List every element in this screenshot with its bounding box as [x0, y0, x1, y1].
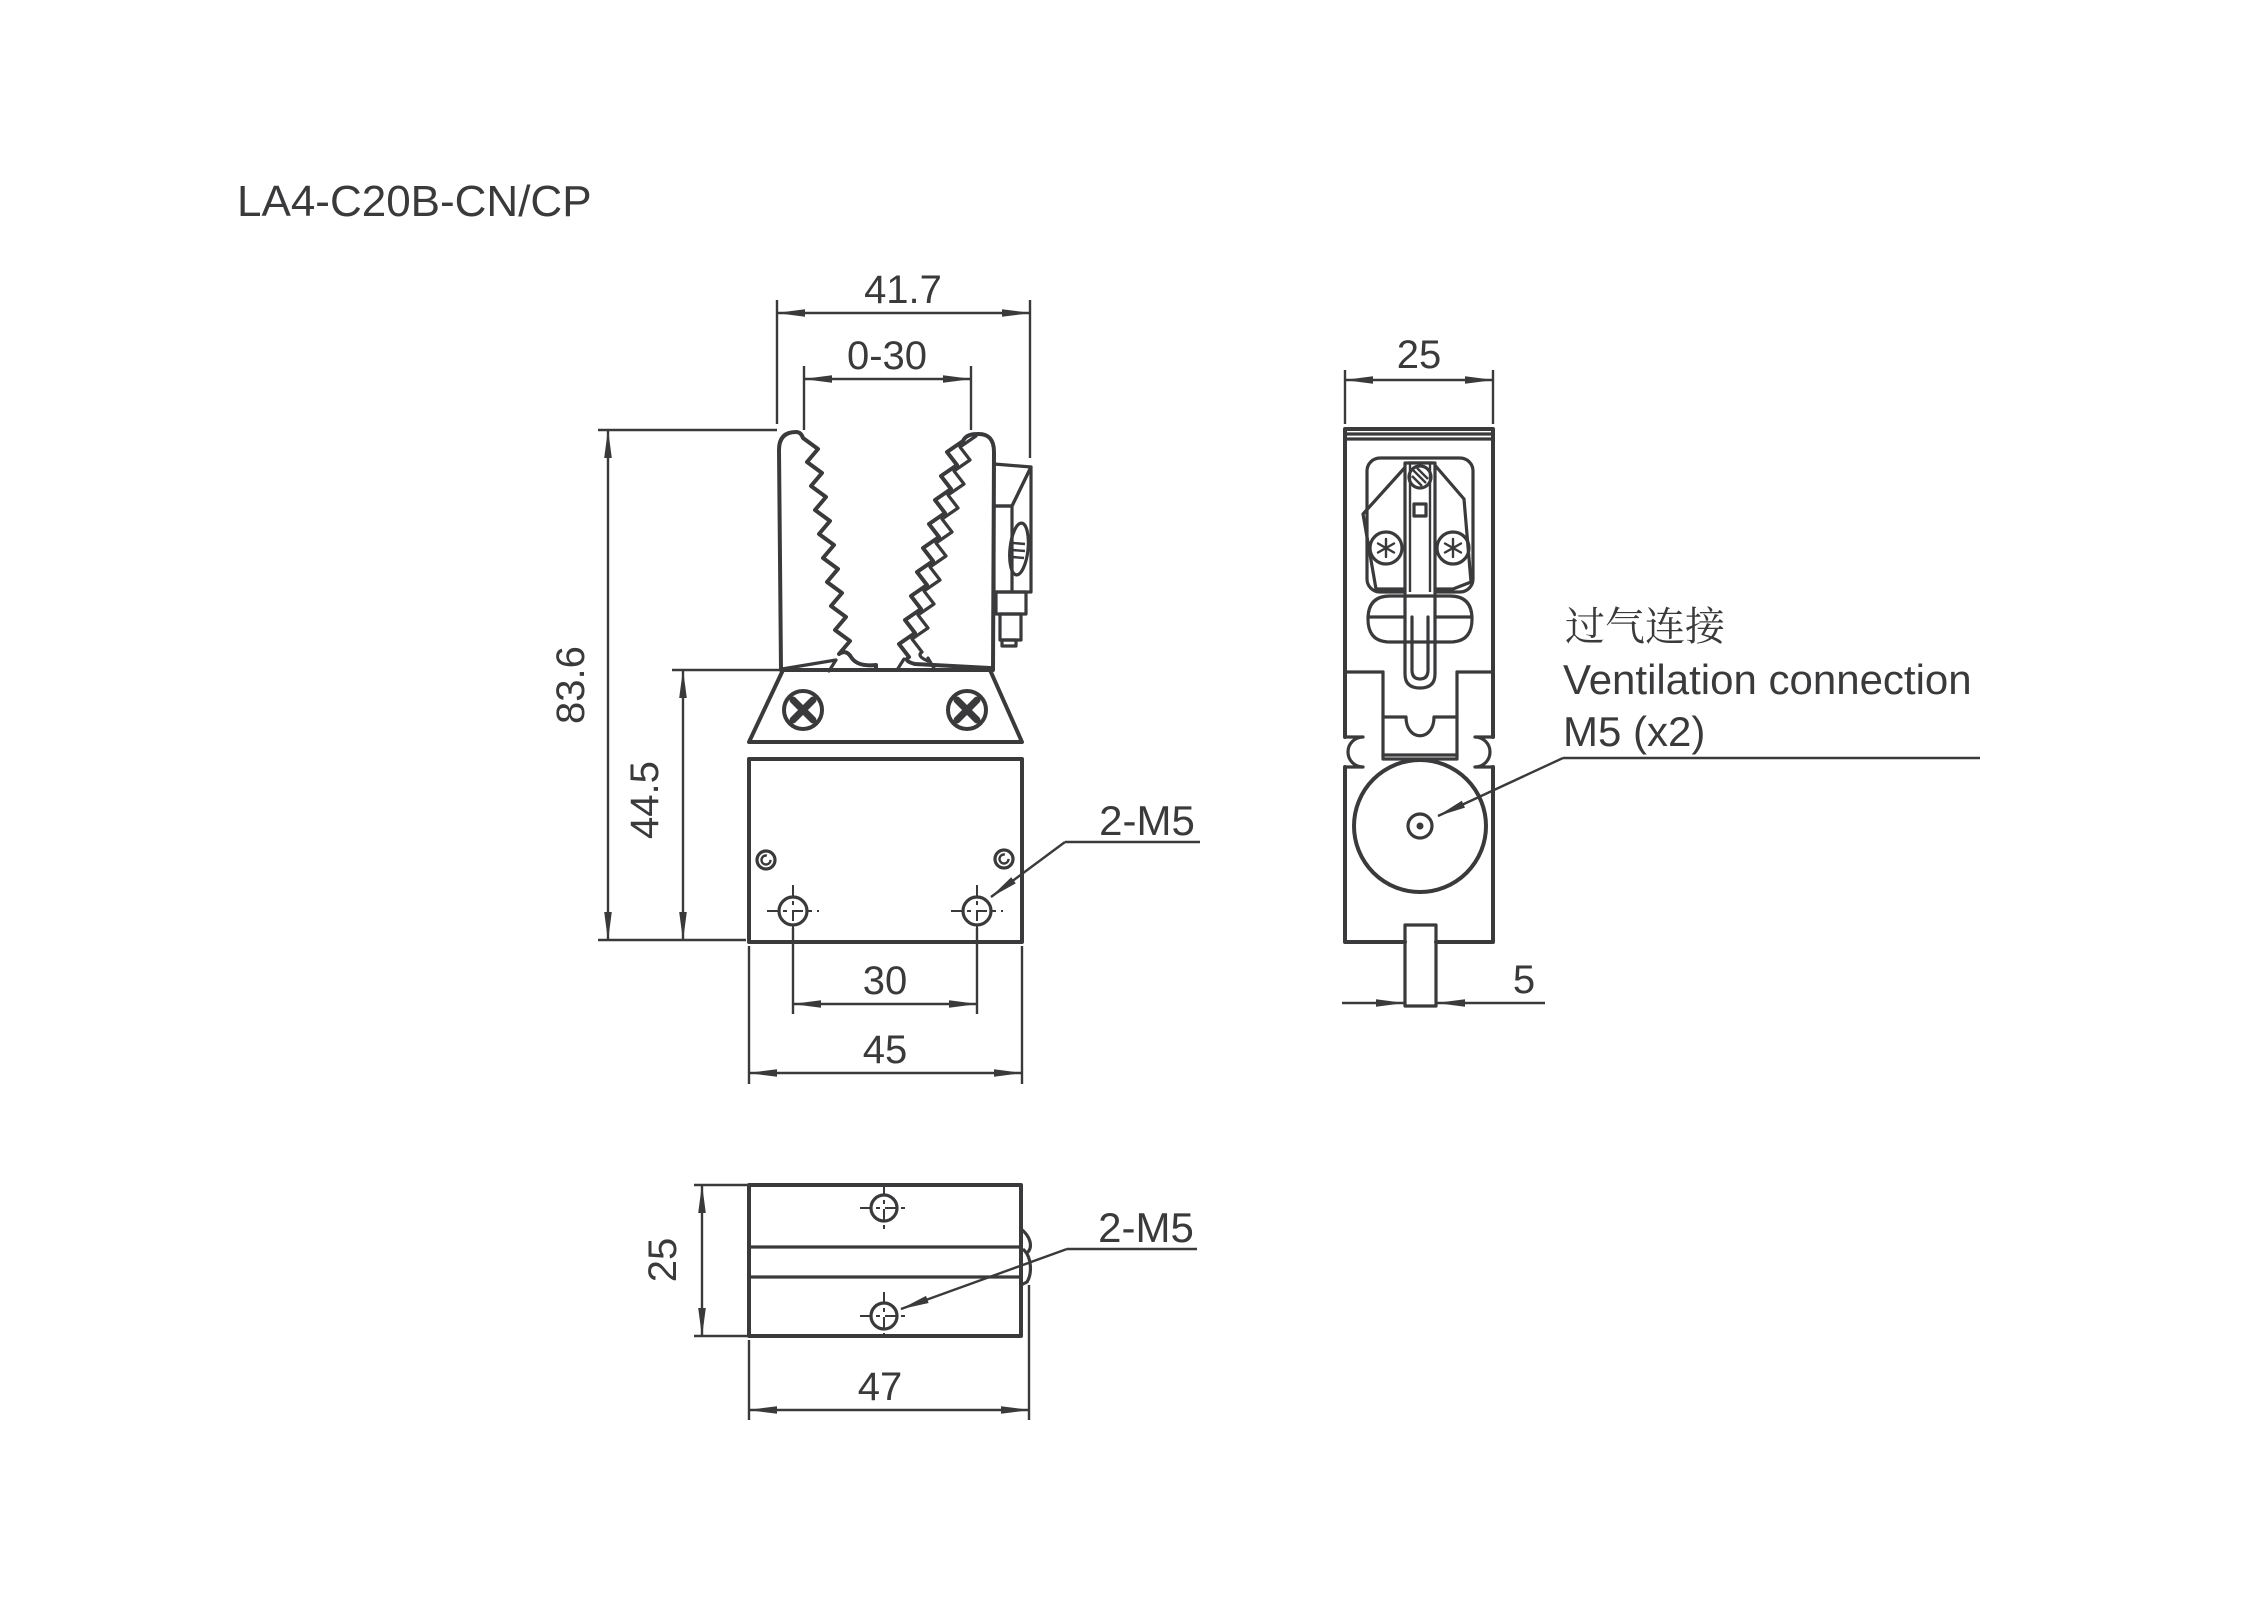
dim-front-hole-spacing-label: 30 [862, 959, 908, 1003]
ventilation-note-thread: M5 (x2) [1563, 708, 1706, 755]
dim-front-overall-height [549, 430, 777, 940]
front-pin-hole-right [995, 850, 1013, 868]
dim-front-jaw-opening [804, 334, 971, 430]
sensor-bracket-step-2 [1000, 614, 1021, 640]
dim-front-body-height [623, 670, 781, 940]
sensor-bracket-top-face [994, 464, 1031, 506]
dim-front-body-height-label: 44.5 [623, 761, 667, 839]
side-bottom-tab [1405, 925, 1436, 1006]
leader-bottom-thread-label: 2-M5 [1098, 1204, 1194, 1251]
front-head-trapezoid [749, 670, 1022, 742]
head-screw-right [948, 691, 986, 729]
bottom-thread-hole-top [860, 1184, 908, 1232]
dim-bottom-width-label: 47 [857, 1365, 903, 1409]
side-mid-semicircle [1406, 717, 1434, 736]
head-screw-left-cross [793, 700, 813, 720]
head-screw-right-cross [957, 700, 977, 720]
side-center-channel [1405, 463, 1435, 688]
ventilation-note [1438, 604, 1980, 816]
front-right-jaw [899, 434, 994, 670]
front-left-jaw [779, 432, 876, 670]
sensor-bracket [994, 464, 1031, 646]
bottom-band-lines [749, 1247, 1021, 1277]
drawing-title: LA4-C20B-CN/CP [237, 177, 592, 226]
ventilation-note-cn: 过气连接 [1565, 604, 1725, 650]
side-screw-left [1370, 532, 1402, 564]
side-notch-left [1345, 737, 1363, 767]
leader-front-thread-label: 2-M5 [1099, 797, 1195, 844]
bottom-thread-hole-bottom [860, 1292, 908, 1340]
dim-side-tab-width [1342, 958, 1545, 1003]
ventilation-port [1354, 760, 1486, 892]
bottom-view [641, 1184, 1197, 1420]
side-view [1342, 333, 1980, 1006]
dim-bottom-depth-label: 25 [641, 1237, 685, 1283]
dim-side-depth [1345, 333, 1493, 424]
sensor-slot-ridges [1012, 543, 1025, 558]
side-notch-right [1475, 737, 1493, 767]
dim-front-body-width-label: 45 [862, 1028, 908, 1072]
front-view [549, 268, 1200, 1084]
dim-front-jaw-opening-label: 0-30 [846, 334, 928, 378]
side-screw-right [1437, 532, 1469, 564]
sensor-bracket-step-1 [996, 592, 1026, 614]
side-top-band [1345, 434, 1493, 439]
leader-bottom-thread [901, 1204, 1197, 1309]
ventilation-note-en: Ventilation connection [1563, 656, 1972, 703]
dim-bottom-depth [641, 1185, 749, 1336]
front-body [749, 759, 1022, 942]
sensor-bracket-step-3 [1002, 640, 1016, 646]
dim-front-overall-width-label: 41.7 [864, 268, 942, 312]
head-screw-left [784, 691, 822, 729]
dim-side-depth-label: 25 [1396, 333, 1442, 377]
front-pin-hole-left [757, 851, 775, 869]
dim-side-tab-width-label: 5 [1512, 958, 1536, 1002]
dim-front-overall-height-label: 83.6 [549, 646, 593, 724]
